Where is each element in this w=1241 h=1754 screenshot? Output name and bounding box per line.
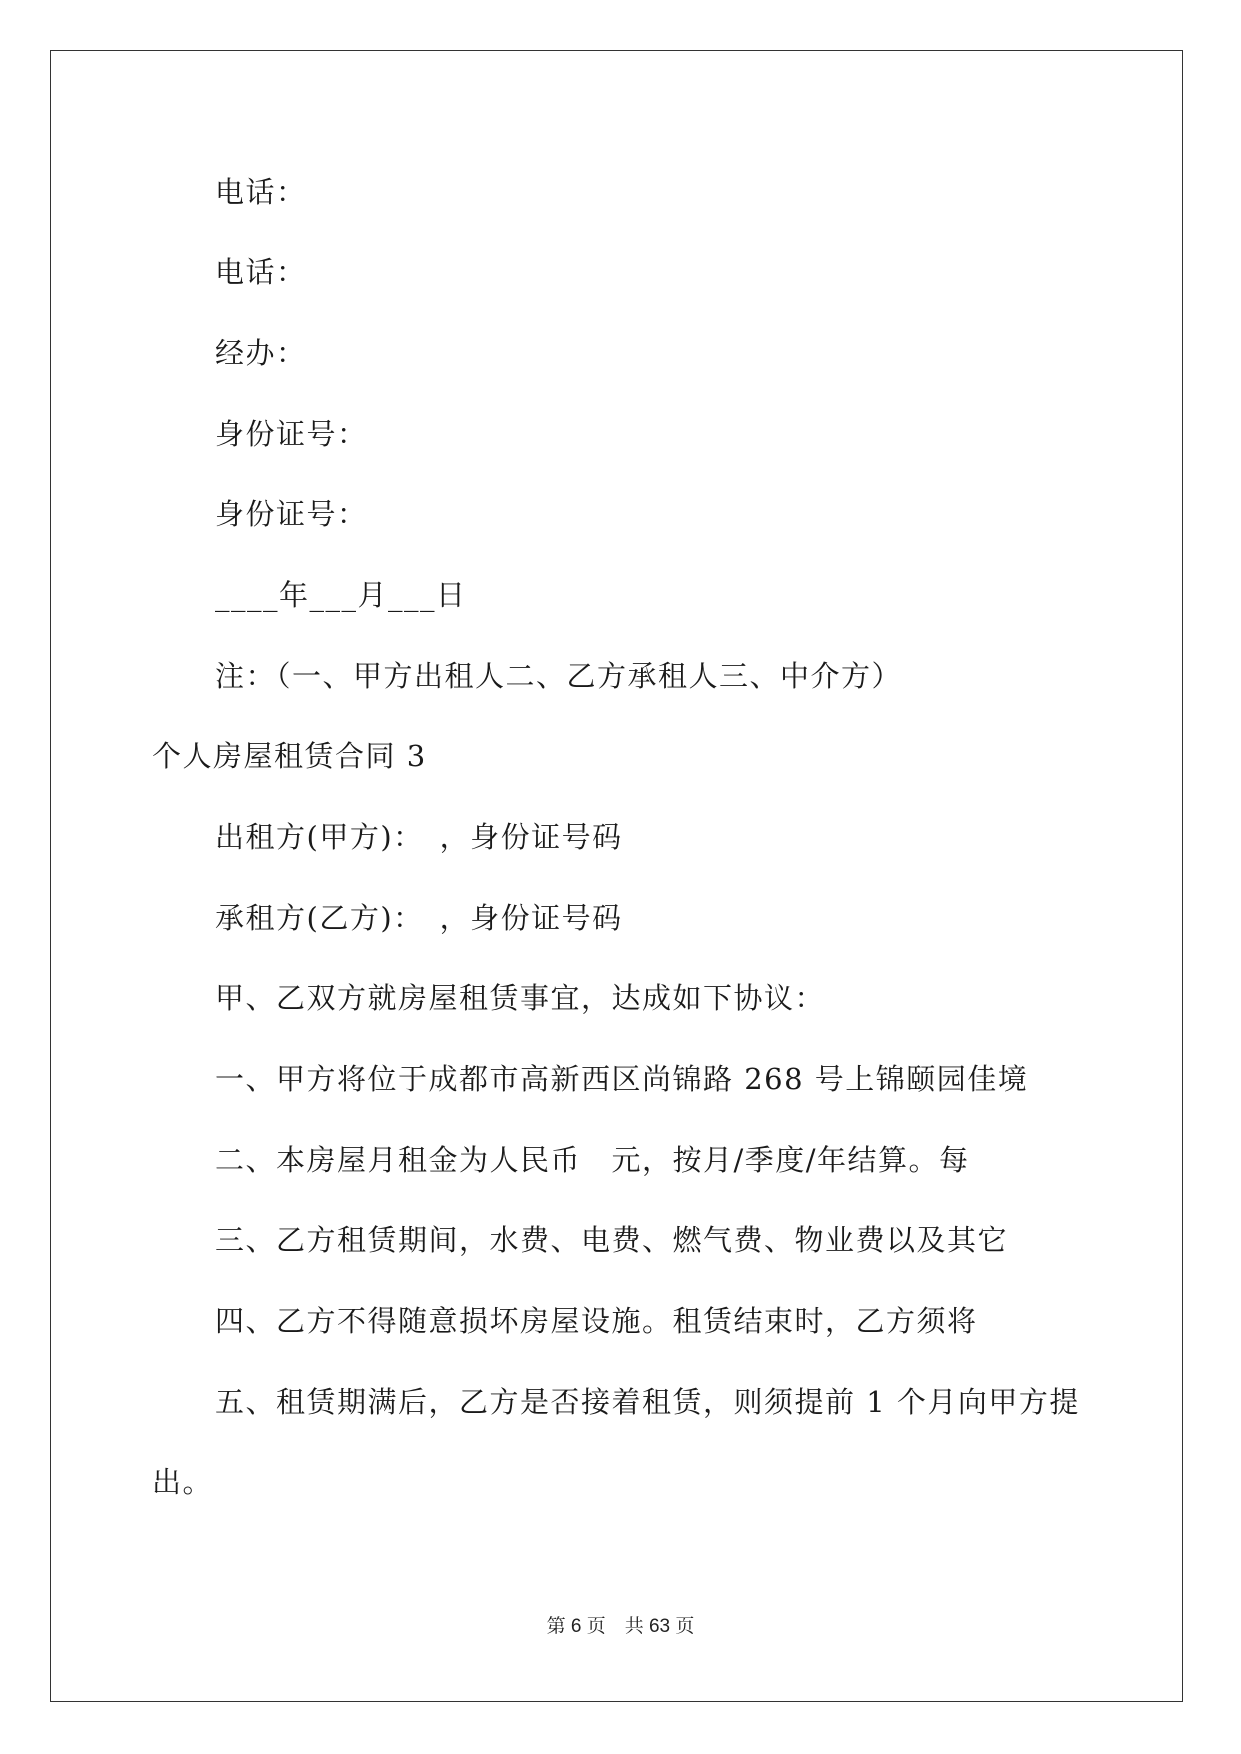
- date-line: ____年___月___日: [215, 578, 467, 612]
- phone-line-1: 电话：: [215, 175, 307, 209]
- clause-3: 三、乙方租赁期间，水费、电费、燃气费、物业费以及其它: [215, 1223, 1009, 1257]
- clause-2: 二、本房屋月租金为人民币 元，按月/季度/年结算。每: [215, 1143, 970, 1177]
- page-border: [50, 50, 1183, 1702]
- contract-title: 个人房屋租赁合同 3: [152, 739, 427, 773]
- clause-5: 五、租赁期满后，乙方是否接着租赁，则须提前 1 个月向甲方提: [215, 1385, 1080, 1419]
- id-number-line-2: 身份证号：: [215, 497, 368, 531]
- note-line: 注：（一、甲方出租人二、乙方承租人三、中介方）: [215, 659, 903, 693]
- phone-line-2: 电话：: [215, 255, 307, 289]
- clause-5-continuation: 出。: [152, 1465, 214, 1499]
- lessee-line: 承租方(乙方)： ，身份证号码: [215, 901, 623, 935]
- id-number-line-1: 身份证号：: [215, 417, 368, 451]
- lessor-line: 出租方(甲方)： ，身份证号码: [215, 820, 623, 854]
- clause-1: 一、甲方将位于成都市高新西区尚锦路 268 号上锦颐园佳境: [215, 1062, 1029, 1096]
- agent-line: 经办：: [215, 336, 307, 370]
- clause-4: 四、乙方不得随意损坏房屋设施。租赁结束时，乙方须将: [215, 1304, 978, 1338]
- agreement-intro: 甲、乙双方就房屋租赁事宜，达成如下协议：: [215, 981, 826, 1015]
- page-number-footer: 第 6 页 共 63 页: [546, 1616, 695, 1637]
